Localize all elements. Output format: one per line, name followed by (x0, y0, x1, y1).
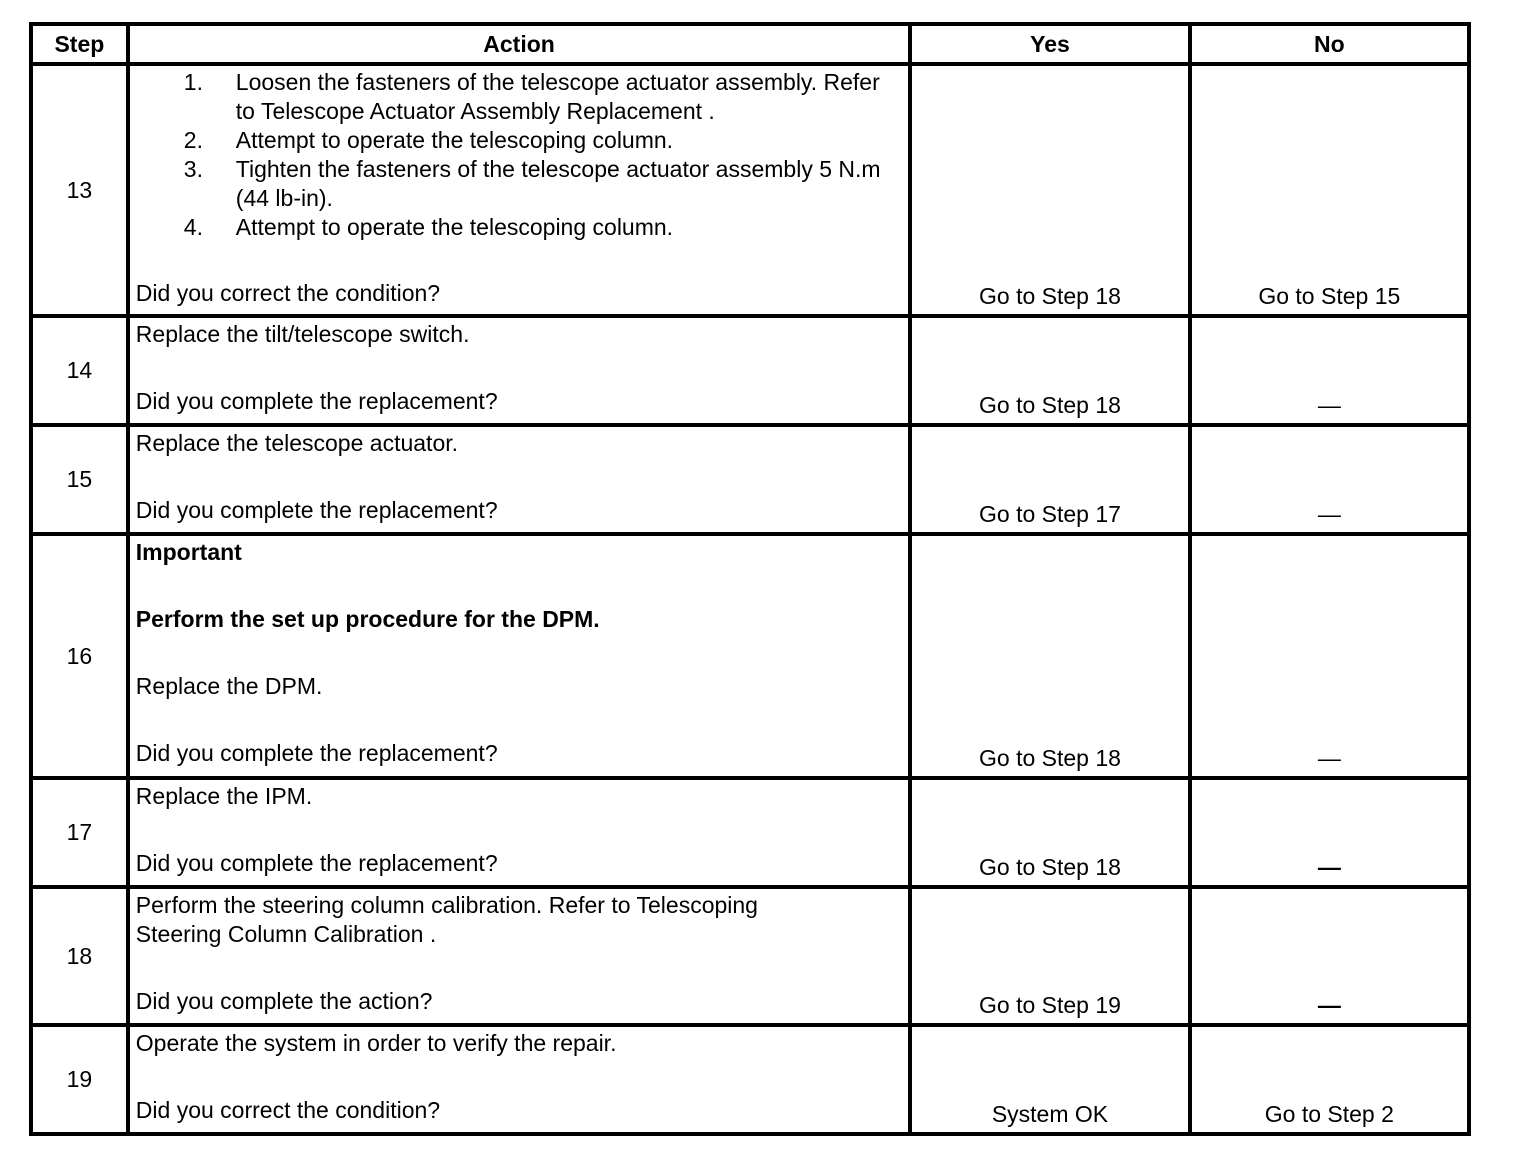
question-text: Did you correct the condition? (135, 280, 441, 306)
header-step: Step (31, 24, 128, 64)
list-item-number: 4. (183, 214, 203, 240)
question-text: Did you correct the condition? (135, 1097, 441, 1123)
no-result: Go to Step 15 (1190, 64, 1469, 316)
yes-result: Go to Step 18 (910, 64, 1189, 316)
list-item-number: 1. (183, 69, 203, 95)
action-cell (128, 316, 911, 425)
instruction-text: Replace the DPM. (135, 673, 323, 699)
no-result: — (1190, 778, 1469, 887)
question-text: Did you complete the action? (135, 988, 433, 1014)
step-number: 16 (31, 534, 128, 778)
table-row (31, 887, 1469, 1025)
question-text: Did you complete the replacement? (135, 388, 498, 414)
table-row (31, 534, 1469, 778)
action-cell (128, 887, 911, 1025)
action-cell (128, 778, 911, 887)
question-text: Did you complete the replacement? (135, 497, 498, 523)
important-label: Important (135, 539, 242, 565)
step-number: 18 (31, 887, 128, 1025)
procedure-list (136, 68, 903, 242)
step-number: 14 (31, 316, 128, 425)
action-cell (128, 534, 911, 778)
table-row (31, 425, 1469, 534)
list-item-text: Attempt to operate the telescoping column. (235, 214, 674, 240)
no-result: — (1190, 425, 1469, 534)
list-item (184, 126, 903, 155)
step-number: 19 (31, 1025, 128, 1134)
no-result: — (1190, 316, 1469, 425)
list-item (184, 155, 903, 213)
yes-result: System OK (910, 1025, 1189, 1134)
instruction-text: Replace the tilt/telescope switch. (135, 321, 470, 347)
no-result: Go to Step 2 (1190, 1025, 1469, 1134)
header-no: No (1190, 24, 1469, 64)
step-number: 17 (31, 778, 128, 887)
instruction-text: Replace the IPM. (135, 783, 313, 809)
header-action: Action (128, 24, 911, 64)
list-item-number: 3. (183, 156, 203, 182)
list-item-text: Loosen the fasteners of the telescope actuator assembly. Refer to Telescope Actuator Assembly Replacement . (235, 69, 880, 124)
yes-result: Go to Step 18 (910, 778, 1189, 887)
instruction-text: Operate the system in order to verify the repair. (135, 1030, 617, 1056)
list-item (184, 213, 903, 242)
action-cell (128, 1025, 911, 1134)
list-item-number: 2. (183, 127, 203, 153)
yes-result: Go to Step 18 (910, 534, 1189, 778)
table-row (31, 1025, 1469, 1134)
no-result: — (1190, 534, 1469, 778)
diagnostic-table (29, 22, 1471, 1136)
instruction-text: Perform the steering column calibration. Refer to Telescoping Steering Column Calibration . (135, 892, 758, 947)
instruction-text: Replace the telescope actuator. (135, 430, 459, 456)
question-text: Did you complete the replacement? (135, 740, 498, 766)
no-result: — (1190, 887, 1469, 1025)
list-item (184, 68, 903, 126)
table-row (31, 64, 1469, 316)
header-row (31, 24, 1469, 64)
yes-result: Go to Step 17 (910, 425, 1189, 534)
action-cell (128, 425, 911, 534)
table-row (31, 778, 1469, 887)
header-yes: Yes (910, 24, 1189, 64)
list-item-text: Attempt to operate the telescoping column. (235, 127, 674, 153)
question-text: Did you complete the replacement? (135, 850, 498, 876)
action-cell (128, 64, 911, 316)
yes-result: Go to Step 18 (910, 316, 1189, 425)
step-number: 15 (31, 425, 128, 534)
step-number: 13 (31, 64, 128, 316)
yes-result: Go to Step 19 (910, 887, 1189, 1025)
table-row (31, 316, 1469, 425)
list-item-text: Tighten the fasteners of the telescope actuator assembly 5 N.m (44 lb-in). (235, 156, 881, 211)
important-text: Perform the set up procedure for the DPM. (135, 606, 600, 632)
